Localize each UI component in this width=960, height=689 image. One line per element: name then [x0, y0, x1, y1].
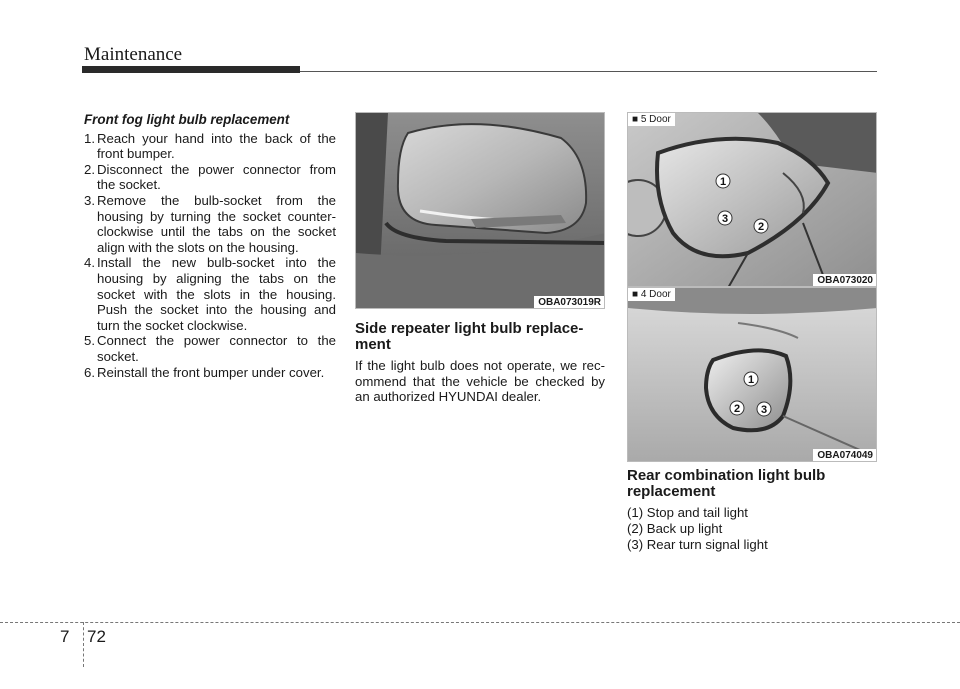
side-mirror-illustration: [356, 113, 605, 309]
callout-3: 3: [721, 213, 729, 225]
variant-tag: ■ 5 Door: [628, 113, 675, 126]
side-mirror-image: [355, 112, 605, 309]
step-text: Install the new bulb-socket into the housing by aligning the tabs on the socket with the slots in the housing. Push the socket into the housing and turn the socket clockwise.: [97, 255, 336, 333]
page-number: 72: [87, 627, 106, 646]
rear-light-5door-illustration: [628, 113, 877, 287]
legend-item: (2) Back up light: [627, 521, 723, 536]
chapter-number: 7: [60, 627, 70, 646]
callout-1: 1: [719, 176, 727, 188]
callout-2: 2: [733, 403, 741, 415]
step-number: 2.: [84, 161, 95, 177]
fog-light-section: [84, 112, 336, 380]
step-number: 6.: [84, 364, 95, 380]
callout-2: 2: [757, 221, 765, 233]
step-number: 4.: [84, 255, 95, 271]
rear-light-4door-illustration: [628, 288, 877, 462]
variant-tag: ■ 4 Door: [628, 288, 675, 301]
image-code: OBA074049: [813, 449, 876, 461]
header-rule: [300, 71, 877, 72]
rear-light-5door-image: [627, 112, 877, 287]
step-number: 1.: [84, 130, 95, 146]
step-number: 3.: [84, 192, 95, 208]
callout-1: 1: [747, 374, 755, 386]
fog-step: [84, 131, 336, 162]
step-text: Connect the power connector to the socket.: [97, 333, 336, 364]
fog-step: [84, 162, 336, 193]
step-text: Reinstall the front bumper under cover.: [97, 364, 325, 380]
fog-step: [84, 333, 336, 364]
side-repeater-heading: Side repeater light bulb replace-ment: [355, 320, 584, 353]
header-accent-bar: [82, 66, 300, 73]
image-code: OBA073020: [813, 274, 876, 286]
fog-step: [84, 193, 336, 255]
rear-combination-heading: Rear combination light bulb replacement: [627, 467, 826, 500]
fog-step: [84, 255, 336, 333]
rear-combination-section: [627, 468, 877, 553]
step-text: Reach your hand into the back of the front bumper.: [97, 130, 336, 162]
step-text: Disconnect the power connector from the socket.: [97, 161, 336, 193]
side-repeater-section: [355, 321, 605, 405]
side-repeater-text: If the light bulb does not operate, we rec-ommend that the vehicle be checked by an authorized HYUNDAI dealer.: [355, 358, 605, 405]
fog-step: [84, 365, 336, 381]
image-code: OBA073019R: [534, 296, 604, 308]
footer-rule: [0, 622, 960, 623]
footer-divider: [83, 622, 84, 667]
legend-item: (3) Rear turn signal light: [627, 537, 768, 552]
fog-light-heading: Front fog light bulb replacement: [84, 112, 290, 127]
step-number: 5.: [84, 333, 95, 349]
page-section-title: Maintenance: [84, 44, 183, 65]
callout-3: 3: [760, 404, 768, 416]
legend-item: (1) Stop and tail light: [627, 505, 748, 520]
step-text: Remove the bulb-socket from the housing by turning the socket counter-clockwise until the tabs on the socket align with the slots on the housing.: [97, 192, 336, 255]
rear-light-4door-image: [627, 287, 877, 462]
